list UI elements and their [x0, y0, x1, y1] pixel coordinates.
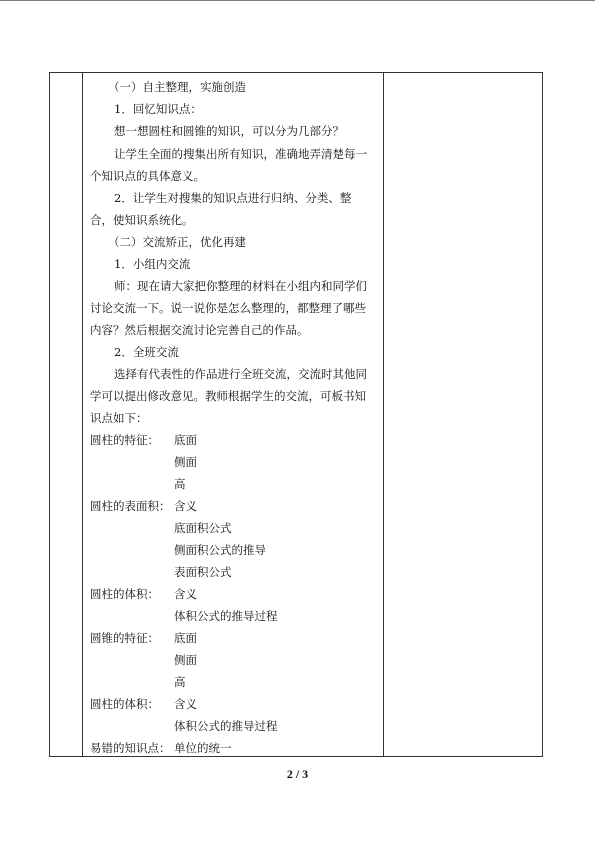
outline-item: 侧面 — [174, 455, 197, 469]
cone-features-label: 圆锥的特征： — [90, 631, 159, 645]
mistake-points-value: 单位的统一 — [174, 741, 232, 755]
class-line-3: 识点如下： — [90, 411, 148, 425]
outline-item: 含义 — [174, 499, 197, 513]
cylinder-surface-label: 圆柱的表面积： — [90, 499, 171, 513]
outline-item: 高 — [174, 477, 186, 491]
outline-item: 侧面 — [174, 653, 197, 667]
teacher-line-2: 讨论交流一下。说一说你是怎么整理的，都整理了哪些 — [90, 301, 366, 315]
section-heading-2: （二）交流矫正，优化再建 — [108, 235, 246, 249]
teacher-line-3: 内容？然后根据交流讨论完善自己的作品。 — [90, 323, 309, 337]
item-1-title: 1．回忆知识点： — [114, 102, 202, 116]
outline-item: 底面积公式 — [174, 521, 232, 535]
class-exchange-title: 2．全班交流 — [114, 345, 179, 359]
class-line-2: 学可以提出修改意见。教师根据学生的交流，可板书知 — [90, 389, 366, 403]
outline-item: 高 — [174, 675, 186, 689]
outline-item: 含义 — [174, 697, 197, 711]
section-heading-1: （一）自主整理，实施创造 — [108, 80, 246, 94]
outline-item: 侧面积公式的推导 — [174, 543, 266, 557]
paragraph-1-line-1: 让学生全面的搜集出所有知识，准确地弄清楚每一 — [114, 147, 367, 161]
group-exchange-title: 1．小组内交流 — [114, 257, 191, 271]
class-line-1: 选择有代表性的作品进行全班交流，交流时其他同 — [114, 367, 367, 381]
column-divider-right — [383, 73, 384, 756]
cylinder-volume-label: 圆柱的体积： — [90, 587, 159, 601]
top-rule — [0, 0, 595, 1]
outline-item: 含义 — [174, 587, 197, 601]
page-number: 2 / 3 — [286, 767, 309, 781]
outline-item: 体积公式的推导过程 — [174, 609, 278, 623]
cylinder-volume-label-2: 圆柱的体积： — [90, 697, 159, 711]
column-divider-left — [82, 73, 83, 756]
cylinder-features-label: 圆柱的特征： — [90, 433, 159, 447]
mistake-points-label: 易错的知识点： — [90, 741, 171, 755]
outline-item: 底面 — [174, 433, 197, 447]
outline-item: 底面 — [174, 631, 197, 645]
paragraph-1-line-2: 个知识点的具体意义。 — [90, 169, 205, 183]
teacher-line-1: 师：现在请大家把你整理的材料在小组内和同学们 — [114, 279, 367, 293]
item-2-line-1: 2．让学生对搜集的知识点进行归纳、分类、整 — [114, 191, 352, 205]
question-text: 想一想圆柱和圆锥的知识，可以分为几部分？ — [114, 124, 344, 138]
item-2-line-2: 合，使知识系统化。 — [90, 213, 194, 227]
outline-item: 表面积公式 — [174, 565, 232, 579]
outline-item: 体积公式的推导过程 — [174, 719, 278, 733]
